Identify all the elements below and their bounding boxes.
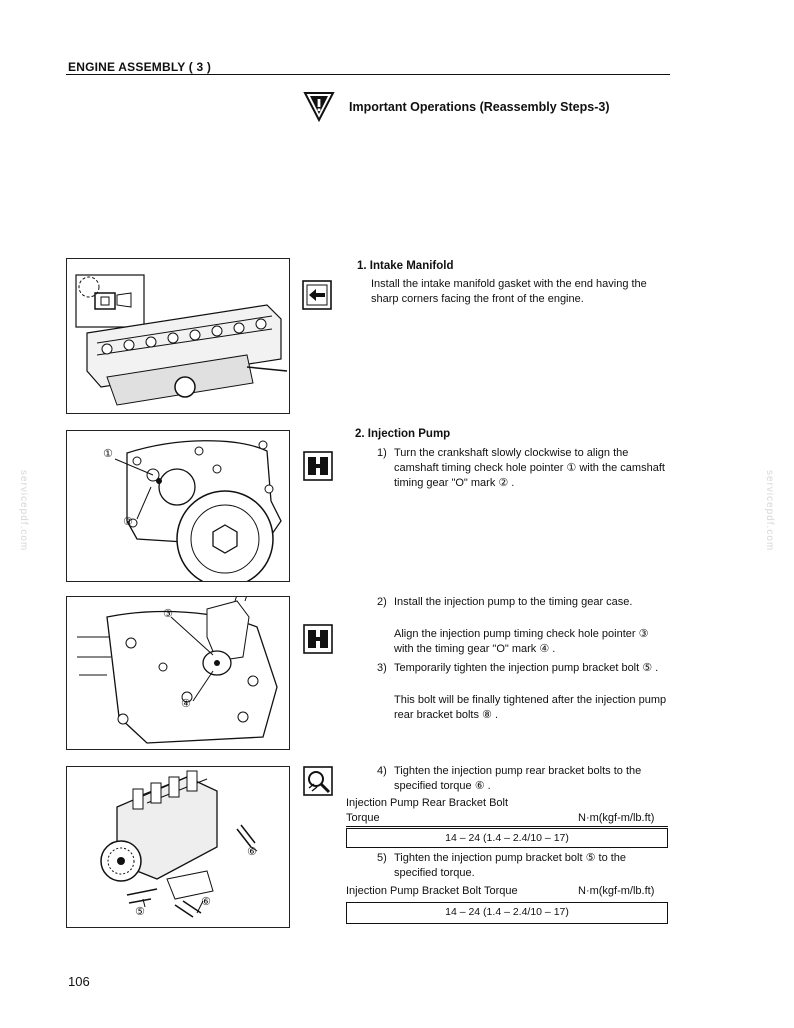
figure-pump-alignment xyxy=(66,596,290,750)
arrow-left-icon xyxy=(302,280,332,310)
watermark-left: servicepdf.com xyxy=(18,470,29,552)
step-4-text: Tighten the injection pump rear bracket bolts to the specified torque ⑥ . xyxy=(394,765,642,792)
figure-injection-pump xyxy=(66,766,290,928)
spec-bracket-value: 14 – 24 (1.4 – 2.4/10 – 17) xyxy=(346,902,668,924)
watermark-right: servicepdf.com xyxy=(764,470,775,552)
header-rule xyxy=(66,74,670,75)
spec-rear-label: Injection Pump Rear Bracket Bolt xyxy=(346,797,509,809)
important-operations-title: Important Operations (Reassembly Steps-3) xyxy=(349,100,610,114)
spec-rear-value: 14 – 24 (1.4 – 2.4/10 – 17) xyxy=(346,828,668,848)
callout-2: ② xyxy=(123,516,133,528)
section-intake-text: Install the intake manifold gasket with the end having the sharp corners facing the front of the engine. xyxy=(371,278,647,305)
caution-triangle-icon xyxy=(303,90,335,122)
step-1-number: 1) xyxy=(377,447,387,459)
callout-3: ③ xyxy=(163,608,173,620)
callout-5: ⑤ xyxy=(135,906,145,918)
page-header: ENGINE ASSEMBLY ( 3 ) xyxy=(68,60,212,74)
section-intake-title: 1. Intake Manifold xyxy=(357,260,454,272)
step-3-note: This bolt will be finally tightened after the injection pump rear bracket bolts ⑧ . xyxy=(394,694,667,721)
callout-6-bottom: ⑥ xyxy=(201,896,211,908)
step-2-number: 2) xyxy=(377,596,387,608)
page-number: 106 xyxy=(68,974,90,989)
step-4-number: 4) xyxy=(377,765,387,777)
spec-bracket-label: Injection Pump Bracket Bolt Torque xyxy=(346,885,518,897)
step-1-text: Turn the crankshaft slowly clockwise to align the camshaft timing check hole pointer ① with the camshaft timing gear "O" mark ② . xyxy=(394,447,665,489)
alignment-mark-icon xyxy=(303,451,333,481)
spec-rear-rule xyxy=(346,826,668,827)
spec-bracket-unit: N·m(kgf-m/lb.ft) xyxy=(578,885,655,897)
spec-rear-unit: N·m(kgf-m/lb.ft) xyxy=(578,812,655,824)
step-5-number: 5) xyxy=(377,852,387,864)
section-pump-title: 2. Injection Pump xyxy=(355,428,451,440)
figure-timing-gear xyxy=(66,430,290,582)
callout-4: ④ xyxy=(181,698,191,710)
callout-6-top: ⑥ xyxy=(247,846,257,858)
step-2-text-align: Align the injection pump timing check hole pointer ③ with the timing gear "O" mark ④ . xyxy=(394,628,649,655)
torque-wrench-icon xyxy=(303,766,333,796)
step-3-text: Temporarily tighten the injection pump bracket bolt ⑤ . xyxy=(394,662,659,674)
alignment-mark-icon xyxy=(303,624,333,654)
step-2-text: Install the injection pump to the timing gear case. xyxy=(394,596,633,608)
callout-1: ① xyxy=(103,448,113,460)
figure-intake-manifold xyxy=(66,258,290,414)
step-5-text: Tighten the injection pump bracket bolt ⑤ to the specified torque. xyxy=(394,852,627,879)
spec-rear-label-torque: Torque xyxy=(346,812,380,824)
step-3-number: 3) xyxy=(377,662,387,674)
